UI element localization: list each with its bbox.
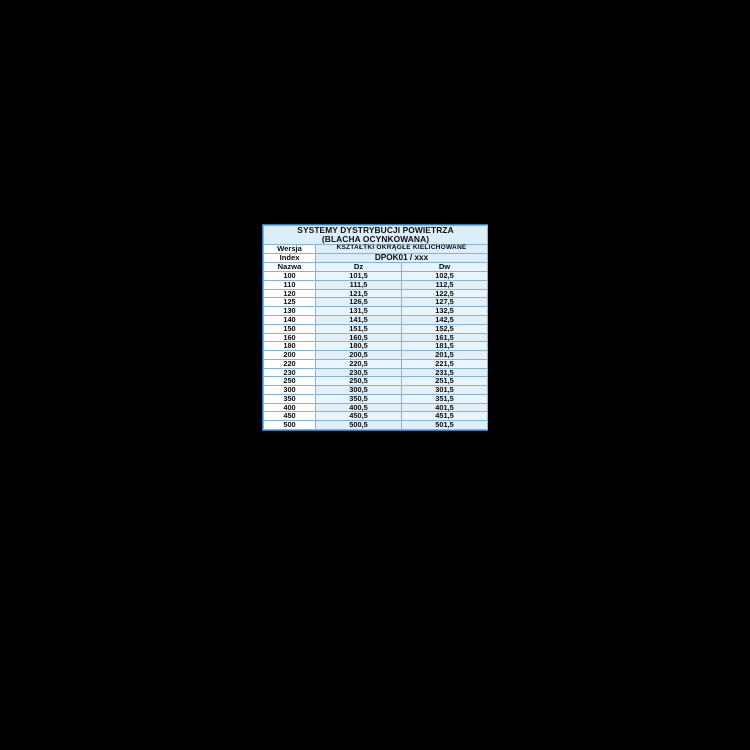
cell-nazwa: 200 [264,351,316,360]
cell-nazwa: 230 [264,368,316,377]
cell-dw: 132,5 [402,307,488,316]
index-value: DPOK01 / xxx [316,253,488,263]
table-title-row [264,226,488,245]
table-row [264,307,488,316]
product-spec-table-container [262,224,488,431]
cell-nazwa: 120 [264,289,316,298]
table-row [264,377,488,386]
cell-dw: 221,5 [402,359,488,368]
cell-dw: 201,5 [402,351,488,360]
cell-nazwa: 300 [264,386,316,395]
cell-dz: 400,5 [316,403,402,412]
table-row [264,359,488,368]
cell-nazwa: 450 [264,412,316,421]
cell-dw: 127,5 [402,298,488,307]
table-title [264,226,488,245]
cell-dw: 142,5 [402,316,488,325]
column-header-dz: Dz [316,263,402,272]
index-label: Index [264,253,316,263]
cell-dz: 151,5 [316,324,402,333]
cell-dw: 122,5 [402,289,488,298]
table-row [264,280,488,289]
cell-dz: 101,5 [316,272,402,281]
cell-dz: 141,5 [316,316,402,325]
cell-nazwa: 100 [264,272,316,281]
table-row-wersja [264,244,488,253]
table-row [264,412,488,421]
cell-dw: 451,5 [402,412,488,421]
cell-dw: 401,5 [402,403,488,412]
cell-dw: 231,5 [402,368,488,377]
table-row [264,289,488,298]
cell-dw: 251,5 [402,377,488,386]
cell-dw: 152,5 [402,324,488,333]
table-row [264,272,488,281]
cell-dz: 350,5 [316,394,402,403]
cell-nazwa: 130 [264,307,316,316]
cell-dz: 126,5 [316,298,402,307]
table-row [264,333,488,342]
product-spec-table [263,225,488,430]
table-header-row [264,263,488,272]
cell-nazwa: 125 [264,298,316,307]
table-title-line1: SYSTEMY DYSTRYBUCJI POWIETRZA [297,225,454,235]
cell-dz: 220,5 [316,359,402,368]
cell-dw: 181,5 [402,342,488,351]
cell-dz: 180,5 [316,342,402,351]
table-title-line2: (BLACHA OCYNKOWANA) [321,233,430,244]
table-row [264,298,488,307]
cell-dw: 112,5 [402,280,488,289]
table-row [264,351,488,360]
table-row [264,403,488,412]
cell-nazwa: 400 [264,403,316,412]
cell-dw: 161,5 [402,333,488,342]
cell-dz: 450,5 [316,412,402,421]
cell-dz: 131,5 [316,307,402,316]
cell-nazwa: 180 [264,342,316,351]
cell-dz: 300,5 [316,386,402,395]
cell-nazwa: 110 [264,280,316,289]
wersja-label: Wersja [264,244,316,253]
table-row [264,316,488,325]
cell-dz: 160,5 [316,333,402,342]
cell-dw: 501,5 [402,421,488,430]
table-row [264,324,488,333]
cell-dz: 500,5 [316,421,402,430]
cell-dz: 121,5 [316,289,402,298]
column-header-dw: Dw [402,263,488,272]
cell-dz: 230,5 [316,368,402,377]
cell-nazwa: 250 [264,377,316,386]
wersja-value: KSZTAŁTKI OKRĄGŁE KIELICHOWANE [316,244,488,253]
cell-nazwa: 150 [264,324,316,333]
table-row [264,421,488,430]
cell-nazwa: 500 [264,421,316,430]
cell-nazwa: 160 [264,333,316,342]
cell-dw: 102,5 [402,272,488,281]
cell-dz: 111,5 [316,280,402,289]
table-row [264,368,488,377]
table-row [264,394,488,403]
cell-dw: 301,5 [402,386,488,395]
column-header-nazwa: Nazwa [264,263,316,272]
cell-dw: 351,5 [402,394,488,403]
table-row [264,386,488,395]
cell-dz: 200,5 [316,351,402,360]
cell-dz: 250,5 [316,377,402,386]
cell-nazwa: 140 [264,316,316,325]
cell-nazwa: 350 [264,394,316,403]
table-row [264,342,488,351]
cell-nazwa: 220 [264,359,316,368]
